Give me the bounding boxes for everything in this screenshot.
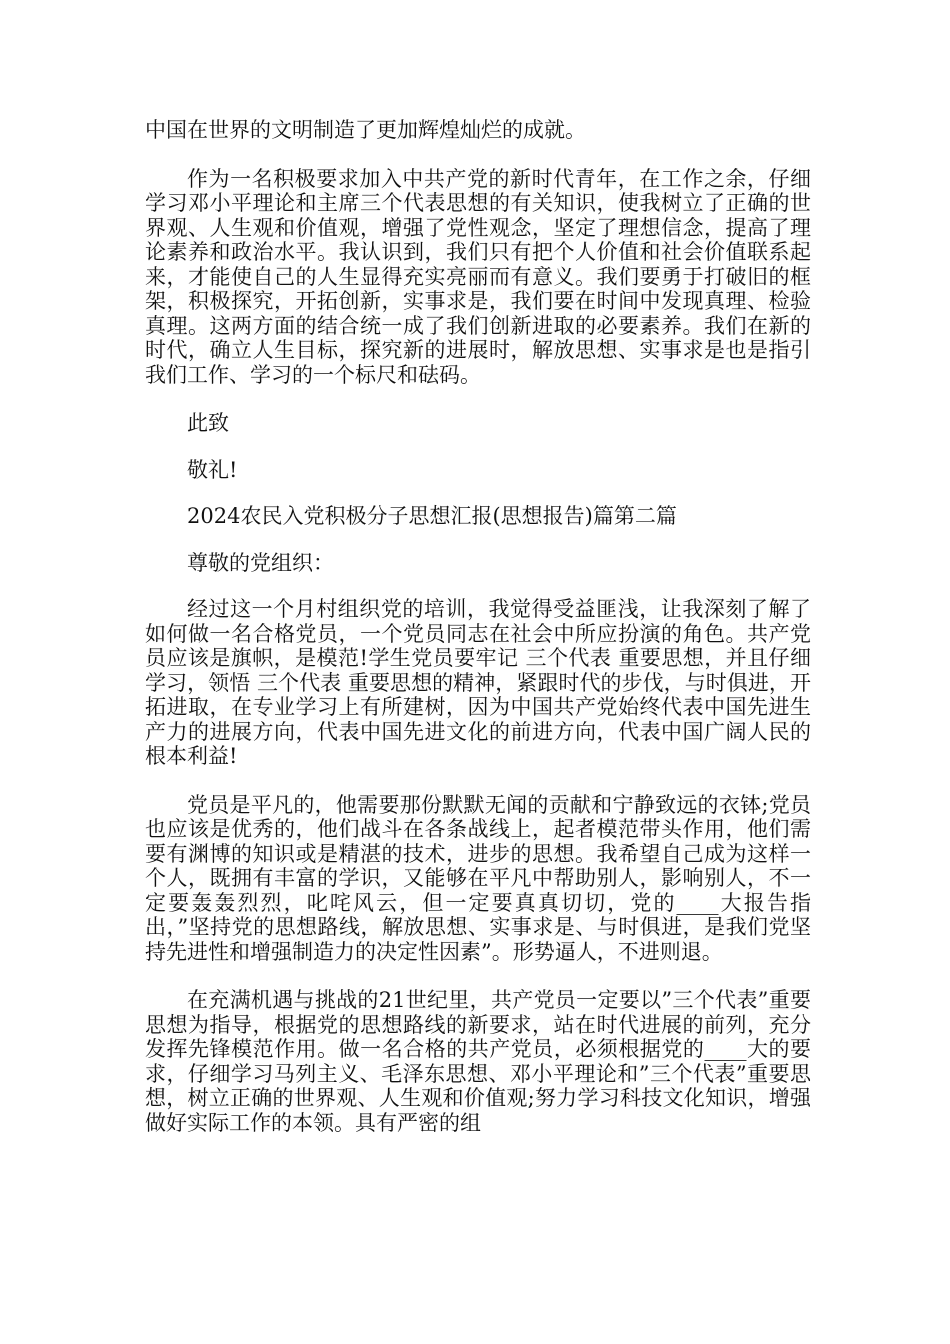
greeting: 尊敬的党组织： (187, 550, 334, 575)
paragraph-body: 在充满机遇与挑战的21世纪里，共产党员一定要以”三个代表”重要思想为指导，根据党的思想路线的新要求，站在时代进展的前列，充分发挥先锋模范作用。做一名合格的共产党员，必须根据党的____大的要求，仔细学习马列主义、毛泽东思想、邓小平理论和”三个代表”重要思想，树立正确的世界观、人生观和价值观;努力学习科技文化知识，增强做好实际工作的本领。具有严密的组 (145, 988, 811, 1135)
closing-salutation: 此致 (187, 411, 229, 435)
section-heading: 2024农民入党积极分子思想汇报(思想报告)篇第二篇 (187, 504, 677, 528)
paragraph-body: 经过这一个月村组织党的培训，我觉得受益匪浅，让我深刻了解了如何做一名合格党员，一个党员同志在社会中所应扮演的角色。共产党员应该是旗帜，是模范!学生党员要牢记 三个代表 重要思想，并且仔细学习，领悟 三个代表 重要思想的精神，紧跟时代的步伐，与时俱进，开拓进取，在专业学习上有所建树，因为中国共产党始终代表中国先进生产力的进展方向，代表中国先进文化的前进方向，代表中国广阔人民的根本利益! (145, 597, 811, 768)
paragraph-body: 党员是平凡的，他需要那份默默无闻的贡献和宁静致远的衣钵;党员也应该是优秀的，他们战斗在各条战线上，起者模范带头作用，他们需要有渊博的知识或是精湛的技术，进步的思想。我希望自己成为这样一个人，既拥有丰富的学识，又能够在平凡中帮助别人，影响别人，不一定要轰轰烈烈，叱咤风云，但一定要真真切切，党的____大报告指出，”坚持党的思想路线，解放思想、实事求是、与时俱进，是我们党坚持先进性和增强制造力的决定性因素”。形势逼人，不进则退。 (145, 792, 811, 964)
paragraph-continuation: 中国在世界的文明制造了更加辉煌灿烂的成就。 (145, 118, 586, 142)
closing-regards: 敬礼! (187, 457, 238, 482)
paragraph-body: 作为一名积极要求加入中共产党的新时代青年，在工作之余，仔细学习邓小平理论和主席三个代表思想的有关知识，使我树立了正确的世界观、人生观和价值观，增强了党性观念，坚定了理想信念，提高了理论素养和政治水平。我认识到，我们只有把个人价值和社会价值联系起来，才能使自己的人生显得充实亮丽而有意义。我们要勇于打破旧的框架，积极探究，开拓创新，实事求是，我们要在时间中发现真理、检验真理。这两方面的结合统一成了我们创新进取的必要素养。我们在新的时代，确立人生目标，探究新的进展时，解放思想、实事求是也是指引我们工作、学习的一个标尺和砝码。 (145, 166, 811, 387)
document-page (145, 118, 811, 1159)
